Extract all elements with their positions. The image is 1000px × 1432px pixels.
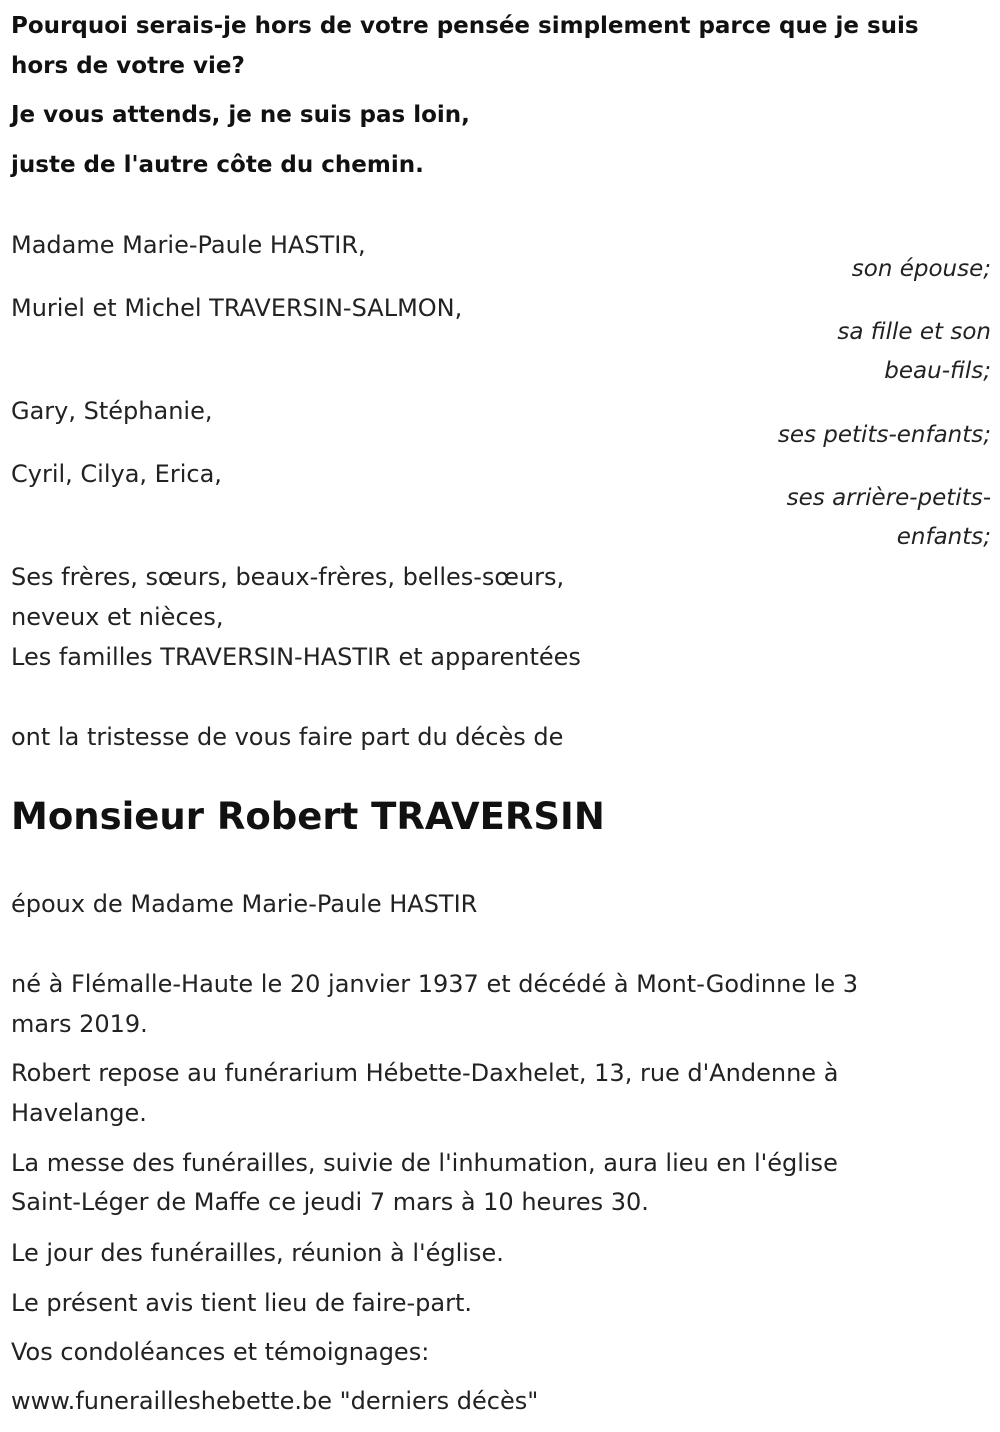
children-name: Muriel et Michel TRAVERSIN-SALMON,: [11, 294, 463, 322]
deceased-name: Monsieur Robert TRAVERSIN: [11, 795, 605, 838]
mass-line-2: Saint-Léger de Maffe ce jeudi 7 mars à 10 heures 30.: [11, 1188, 649, 1216]
greatgrandchildren-role-line-1: ses arrière-petits-: [786, 485, 991, 511]
spouse-role: son épouse;: [851, 256, 991, 282]
grandchildren-role: ses petits-enfants;: [777, 422, 991, 448]
siblings-line-2: neveux et nièces,: [11, 603, 224, 631]
meeting-info: Le jour des funérailles, réunion à l'église.: [11, 1239, 504, 1267]
poem-line-3: Je vous attends, je ne suis pas loin,: [11, 102, 470, 128]
poem-line-2: hors de votre vie?: [11, 53, 245, 79]
rest-line-2: Havelange.: [11, 1099, 147, 1127]
poem-line-1: Pourquoi serais-je hors de votre pensée simplement parce que je suis: [11, 13, 919, 39]
greatgrandchildren-name: Cyril, Cilya, Erica,: [11, 460, 222, 488]
siblings-line-1: Ses frères, sœurs, beaux-frères, belles-sœurs,: [11, 563, 565, 591]
birth-death-line-2: mars 2019.: [11, 1010, 148, 1038]
spouse-name: Madame Marie-Paule HASTIR,: [11, 231, 366, 259]
spouse-of: époux de Madame Marie-Paule HASTIR: [11, 890, 478, 918]
greatgrandchildren-role-line-2: enfants;: [896, 524, 991, 550]
rest-line-1: Robert repose au funérarium Hébette-Daxhelet, 13, rue d'Andenne à: [11, 1059, 839, 1087]
condolences-label: Vos condoléances et témoignages:: [11, 1338, 430, 1366]
website-link[interactable]: www.funerailleshebette.be "derniers décès": [11, 1387, 539, 1415]
announcement-intro: ont la tristesse de vous faire part du décès de: [11, 723, 564, 751]
children-role-line-1: sa fille et son: [837, 319, 991, 345]
mass-line-1: La messe des funérailles, suivie de l'inhumation, aura lieu en l'église: [11, 1149, 838, 1177]
notice-info: Le présent avis tient lieu de faire-part.: [11, 1289, 473, 1317]
poem-line-4: juste de l'autre côte du chemin.: [11, 152, 424, 178]
grandchildren-name: Gary, Stéphanie,: [11, 397, 213, 425]
children-role-line-2: beau-fils;: [884, 358, 991, 384]
birth-death-line-1: né à Flémalle-Haute le 20 janvier 1937 et décédé à Mont-Godinne le 3: [11, 970, 859, 998]
families-line: Les familles TRAVERSIN-HASTIR et apparentées: [11, 643, 581, 671]
